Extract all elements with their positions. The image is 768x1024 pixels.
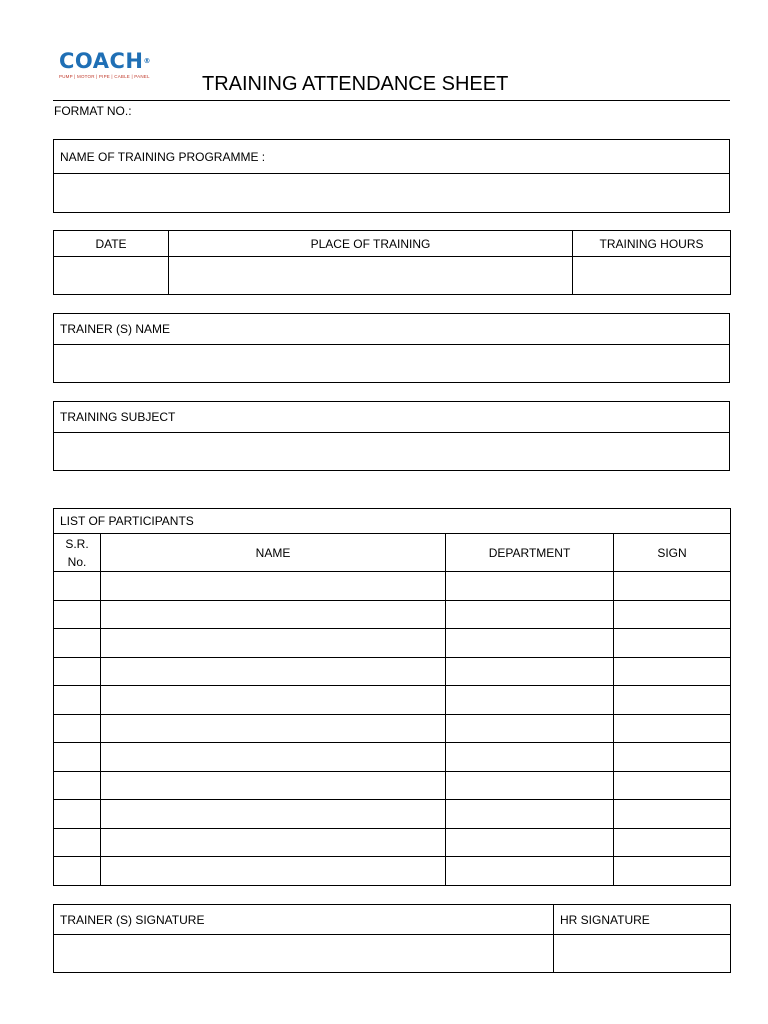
department-cell[interactable] (446, 629, 614, 658)
participant-row (54, 828, 731, 857)
name-header: NAME (101, 534, 446, 572)
department-cell[interactable] (446, 828, 614, 857)
signature-table (53, 904, 731, 973)
logo-brand: COACH (59, 49, 144, 73)
name-cell[interactable] (101, 771, 446, 800)
participant-row (54, 686, 731, 715)
date-place-hours-table (53, 230, 731, 295)
name-cell[interactable] (101, 828, 446, 857)
hours-field[interactable] (573, 257, 731, 295)
programme-table (53, 139, 730, 213)
sign-cell[interactable] (614, 857, 731, 886)
department-cell[interactable] (446, 771, 614, 800)
programme-field[interactable] (54, 174, 730, 213)
sign-header: SIGN (614, 534, 731, 572)
date-header: DATE (54, 231, 169, 257)
participant-row (54, 857, 731, 886)
trainer-signature-label: TRAINER (S) SIGNATURE (54, 905, 554, 935)
department-cell[interactable] (446, 800, 614, 829)
trainer-signature-field[interactable] (54, 935, 554, 973)
participants-caption: LIST OF PARTICIPANTS (54, 509, 731, 534)
department-cell[interactable] (446, 686, 614, 715)
name-cell[interactable] (101, 572, 446, 601)
sign-cell[interactable] (614, 657, 731, 686)
sign-cell[interactable] (614, 629, 731, 658)
name-cell[interactable] (101, 629, 446, 658)
hours-header: TRAINING HOURS (573, 231, 731, 257)
name-cell[interactable] (101, 800, 446, 829)
sign-cell[interactable] (614, 800, 731, 829)
sr-no-cell[interactable] (54, 771, 101, 800)
participant-row (54, 771, 731, 800)
sr-no-cell[interactable] (54, 857, 101, 886)
department-cell[interactable] (446, 600, 614, 629)
place-header: PLACE OF TRAINING (169, 231, 573, 257)
name-cell[interactable] (101, 743, 446, 772)
sr-no-cell[interactable] (54, 800, 101, 829)
participant-row (54, 714, 731, 743)
department-cell[interactable] (446, 572, 614, 601)
training-subject-field[interactable] (54, 433, 730, 471)
format-number-label: FORMAT NO.: (54, 104, 132, 118)
participant-row (54, 629, 731, 658)
sign-cell[interactable] (614, 828, 731, 857)
programme-label: NAME OF TRAINING PROGRAMME : (54, 140, 730, 174)
sr-no-cell[interactable] (54, 629, 101, 658)
training-subject-label: TRAINING SUBJECT (54, 402, 730, 433)
page-title: TRAINING ATTENDANCE SHEET (202, 73, 509, 95)
name-cell[interactable] (101, 657, 446, 686)
sign-cell[interactable] (614, 686, 731, 715)
department-cell[interactable] (446, 743, 614, 772)
trainer-name-table (53, 313, 730, 383)
department-header: DEPARTMENT (446, 534, 614, 572)
sign-cell[interactable] (614, 714, 731, 743)
participant-row (54, 657, 731, 686)
logo-tagline: PUMP | MOTOR | PIPE | CABLE | PANEL (59, 74, 150, 79)
department-cell[interactable] (446, 714, 614, 743)
company-logo (59, 50, 159, 79)
place-field[interactable] (169, 257, 573, 295)
sr-no-header: S.R. No. (54, 534, 101, 572)
department-cell[interactable] (446, 857, 614, 886)
department-cell[interactable] (446, 657, 614, 686)
date-field[interactable] (54, 257, 169, 295)
hr-signature-field[interactable] (554, 935, 731, 973)
training-subject-table (53, 401, 730, 471)
sign-cell[interactable] (614, 572, 731, 601)
sr-no-cell[interactable] (54, 572, 101, 601)
sign-cell[interactable] (614, 600, 731, 629)
sr-no-cell[interactable] (54, 714, 101, 743)
sr-no-cell[interactable] (54, 657, 101, 686)
participant-row (54, 800, 731, 829)
participant-row (54, 600, 731, 629)
sign-cell[interactable] (614, 743, 731, 772)
logo-trademark: ® (143, 57, 151, 65)
sign-cell[interactable] (614, 771, 731, 800)
sr-no-cell[interactable] (54, 600, 101, 629)
trainer-name-field[interactable] (54, 345, 730, 383)
participants-table (53, 508, 731, 886)
name-cell[interactable] (101, 857, 446, 886)
participant-row (54, 572, 731, 601)
trainer-name-label: TRAINER (S) NAME (54, 314, 730, 345)
sr-no-cell[interactable] (54, 686, 101, 715)
name-cell[interactable] (101, 686, 446, 715)
name-cell[interactable] (101, 600, 446, 629)
sr-no-cell[interactable] (54, 743, 101, 772)
name-cell[interactable] (101, 714, 446, 743)
sr-no-cell[interactable] (54, 828, 101, 857)
hr-signature-label: HR SIGNATURE (554, 905, 731, 935)
participant-row (54, 743, 731, 772)
title-divider (53, 100, 730, 101)
